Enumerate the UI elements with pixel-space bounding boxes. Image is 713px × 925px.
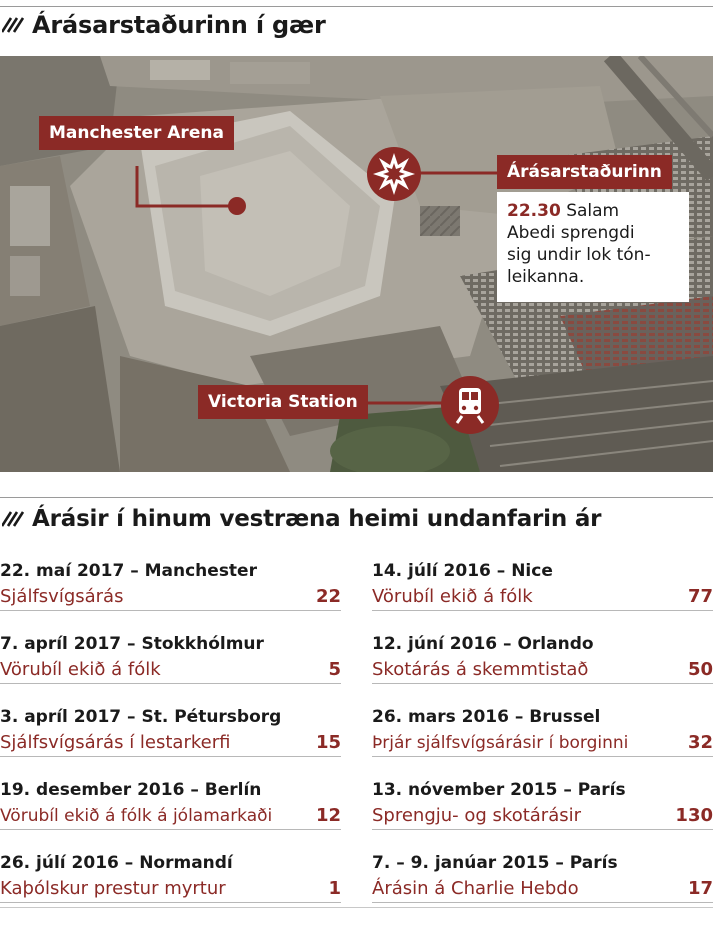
attack-description: Sprengju- og skotárásir <box>372 805 582 826</box>
attack-description: Árásin á Charlie Hebdo <box>372 878 579 899</box>
section-title-attack-site: Árásarstaðurinn í gær <box>32 11 326 39</box>
attack-deaths: 15 <box>315 732 341 753</box>
attack-deaths: 50 <box>687 659 713 680</box>
attack-note-line-1: Salam <box>566 201 620 221</box>
attack-heading: 26. júlí 2016 – Normandí <box>0 853 233 873</box>
attack-note-line-4: leikanna. <box>507 267 585 287</box>
attack-heading: 3. apríl 2017 – St. Pétursborg <box>0 707 282 727</box>
attack-item <box>0 560 341 633</box>
attack-time: 22.30 <box>507 201 561 221</box>
attack-heading: 19. desember 2016 – Berlín <box>0 780 262 800</box>
attack-description: Vörubíl ekið á fólk <box>372 586 533 607</box>
attack-heading: 26. mars 2016 – Brussel <box>372 707 601 727</box>
attack-description: Vörubíl ekið á fólk <box>0 659 161 680</box>
attack-deaths: 32 <box>687 732 713 753</box>
satellite-map <box>0 56 713 472</box>
attacks-list-right <box>372 560 713 925</box>
hatch-icon <box>2 511 24 527</box>
attack-description: Sjálfsvígsárás í lestarkerfi <box>0 732 231 753</box>
explosion-icon <box>367 147 421 201</box>
bottom-rule <box>0 907 713 908</box>
attack-item <box>0 852 341 925</box>
map-label-manchester-arena: Manchester Arena <box>39 116 234 150</box>
attack-item <box>0 779 341 852</box>
attack-heading: 22. maí 2017 – Manchester <box>0 561 257 581</box>
attack-deaths: 77 <box>687 586 713 607</box>
attacks-list-left <box>0 560 341 925</box>
attack-deaths: 1 <box>328 878 341 899</box>
attack-item <box>372 633 713 706</box>
attack-deaths: 130 <box>675 805 713 826</box>
section-title-western-attacks: Árásir í hinum vestræna heimi undanfarin ár <box>32 506 602 532</box>
attack-description: Kaþólskur prestur myrtur <box>0 878 226 899</box>
attack-heading: 13. nóvember 2015 – París <box>372 780 626 800</box>
top-rule <box>0 6 713 7</box>
map-label-attack-site: Árásarstaðurinn <box>497 155 672 189</box>
attack-description: Vörubíl ekið á fólk á jólamarkaði <box>0 806 273 826</box>
map-label-victoria-station: Victoria Station <box>198 385 368 419</box>
attack-heading: 7. – 9. janúar 2015 – París <box>372 853 618 873</box>
attack-heading: 14. júlí 2016 – Nice <box>372 561 553 581</box>
attack-item <box>0 706 341 779</box>
attack-description: Þrjár sjálfsvígsárásir í borginni <box>372 733 629 753</box>
section-rule <box>0 497 713 498</box>
attack-deaths: 17 <box>687 878 713 899</box>
attack-heading: 7. apríl 2017 – Stokkhólmur <box>0 634 264 654</box>
attack-item <box>0 633 341 706</box>
attack-item <box>372 852 713 925</box>
attack-item <box>372 779 713 852</box>
attack-description: Sjálfsvígsárás <box>0 586 124 607</box>
attack-description: Skotárás á skemmtistað <box>372 659 589 680</box>
attack-deaths: 5 <box>328 659 341 680</box>
attack-note-line-3: sig undir lok tón- <box>507 245 651 265</box>
train-icon <box>441 376 499 434</box>
hatch-icon <box>2 17 24 33</box>
attack-heading: 12. júní 2016 – Orlando <box>372 634 594 654</box>
attack-item <box>372 706 713 779</box>
attack-deaths: 12 <box>315 805 341 826</box>
attack-deaths: 22 <box>315 586 341 607</box>
attack-note-line-2: Abedi sprengdi <box>507 223 635 243</box>
attack-note <box>497 192 689 302</box>
attack-item <box>372 560 713 633</box>
